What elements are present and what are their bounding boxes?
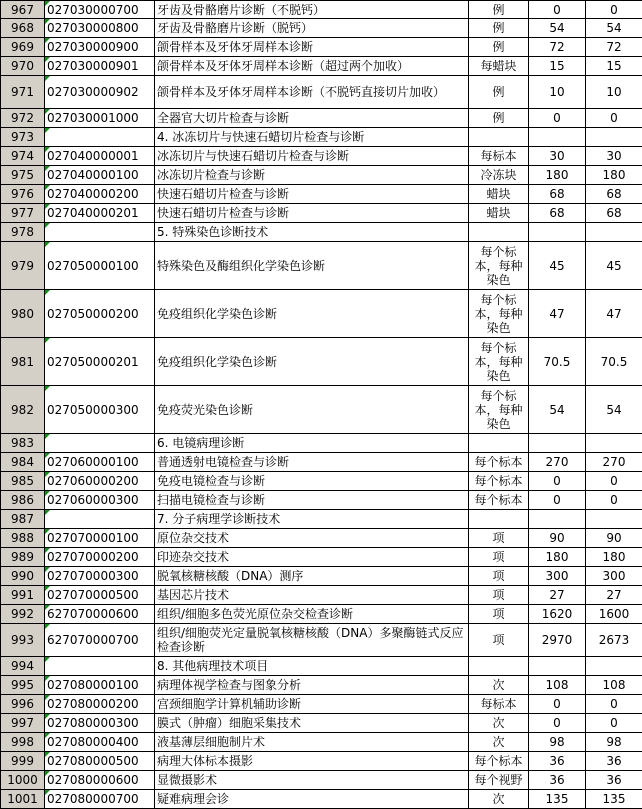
table-row xyxy=(1,733,642,752)
code-cell[interactable]: 027080000300 xyxy=(45,714,155,733)
unit-cell[interactable]: 项 xyxy=(469,605,529,624)
price-cell[interactable]: 0 xyxy=(529,109,586,128)
item-name-cell[interactable]: 病理大体标本摄影 xyxy=(155,752,469,771)
unit-cell[interactable]: 蜡块 xyxy=(469,185,529,204)
price-cell-2[interactable]: 0 xyxy=(586,714,642,733)
price-cell[interactable]: 47 xyxy=(529,290,586,338)
item-name-cell[interactable]: 颌骨样本及牙体牙周样本诊断 xyxy=(155,38,469,57)
unit-cell[interactable] xyxy=(469,223,529,242)
price-cell-2[interactable]: 72 xyxy=(586,38,642,57)
code-cell[interactable]: 027030000900 xyxy=(45,38,155,57)
unit-cell[interactable]: 每标本 xyxy=(469,695,529,714)
row-number[interactable]: 989 xyxy=(1,548,45,567)
row-number[interactable]: 970 xyxy=(1,57,45,76)
row-number[interactable]: 1000 xyxy=(1,771,45,790)
unit-cell[interactable] xyxy=(469,434,529,453)
price-cell-2[interactable]: 30 xyxy=(586,147,642,166)
row-number[interactable]: 994 xyxy=(1,657,45,676)
price-cell[interactable]: 0 xyxy=(529,472,586,491)
unit-cell[interactable]: 每个标本 xyxy=(469,472,529,491)
price-cell[interactable]: 98 xyxy=(529,733,586,752)
price-cell-2[interactable] xyxy=(586,657,642,676)
table-row xyxy=(1,242,642,290)
item-name-cell[interactable]: 显微摄影术 xyxy=(155,771,469,790)
unit-cell[interactable]: 次 xyxy=(469,790,529,809)
price-cell-2[interactable]: 90 xyxy=(586,529,642,548)
unit-cell[interactable]: 项 xyxy=(469,586,529,605)
code-cell[interactable]: 027030000800 xyxy=(45,19,155,38)
row-number[interactable]: 984 xyxy=(1,453,45,472)
price-cell[interactable]: 270 xyxy=(529,453,586,472)
code-cell[interactable]: 027070000200 xyxy=(45,548,155,567)
table-row xyxy=(1,491,642,510)
price-cell[interactable]: 68 xyxy=(529,204,586,223)
table-row xyxy=(1,76,642,109)
section-row xyxy=(1,223,642,242)
section-row xyxy=(1,128,642,147)
table-row xyxy=(1,290,642,338)
item-name-cell[interactable]: 病理体视学检查与图象分析 xyxy=(155,676,469,695)
unit-cell[interactable]: 项 xyxy=(469,529,529,548)
code-cell[interactable]: 027040000100 xyxy=(45,166,155,185)
table-row xyxy=(1,386,642,434)
code-cell[interactable] xyxy=(45,510,155,529)
row-number[interactable]: 980 xyxy=(1,290,45,338)
row-number[interactable]: 993 xyxy=(1,624,45,657)
unit-cell[interactable]: 例 xyxy=(469,1,529,19)
code-cell[interactable]: 027080000100 xyxy=(45,676,155,695)
section-title[interactable]: 7. 分子病理学诊断技术 xyxy=(155,510,469,529)
price-cell[interactable] xyxy=(529,510,586,529)
unit-cell[interactable]: 每个标本 xyxy=(469,491,529,510)
code-cell[interactable]: 027030001000 xyxy=(45,109,155,128)
table-row xyxy=(1,185,642,204)
row-number[interactable]: 972 xyxy=(1,109,45,128)
price-cell-2[interactable]: 10 xyxy=(586,76,642,109)
unit-cell[interactable]: 每个标本，每种染色 xyxy=(469,290,529,338)
code-cell[interactable] xyxy=(45,223,155,242)
code-cell[interactable]: 027050000201 xyxy=(45,338,155,386)
price-cell[interactable]: 30 xyxy=(529,147,586,166)
code-cell[interactable]: 027030000901 xyxy=(45,57,155,76)
price-cell[interactable]: 45 xyxy=(529,242,586,290)
price-cell-2[interactable]: 27 xyxy=(586,586,642,605)
code-cell[interactable]: 027050000200 xyxy=(45,290,155,338)
unit-cell[interactable]: 冷冻块 xyxy=(469,166,529,185)
unit-cell[interactable]: 项 xyxy=(469,624,529,657)
row-number[interactable]: 976 xyxy=(1,185,45,204)
unit-cell[interactable]: 项 xyxy=(469,548,529,567)
item-name-cell[interactable]: 扫描电镜检查与诊断 xyxy=(155,491,469,510)
price-cell-2[interactable]: 15 xyxy=(586,57,642,76)
row-number[interactable]: 983 xyxy=(1,434,45,453)
table-row xyxy=(1,771,642,790)
price-cell-2[interactable]: 36 xyxy=(586,752,642,771)
unit-cell[interactable]: 项 xyxy=(469,567,529,586)
price-cell-2[interactable] xyxy=(586,223,642,242)
code-cell[interactable]: 027040000001 xyxy=(45,147,155,166)
item-name-cell[interactable]: 组织/细胞荧光定量脱氧核糖核酸（DNA）多聚酶链式反应检查诊断 xyxy=(155,624,469,657)
code-cell[interactable]: 027050000100 xyxy=(45,242,155,290)
price-cell[interactable]: 0 xyxy=(529,714,586,733)
code-cell[interactable]: 027030000700 xyxy=(45,1,155,19)
unit-cell[interactable]: 每个标本，每种染色 xyxy=(469,386,529,434)
table-row xyxy=(1,166,642,185)
item-name-cell[interactable]: 快速石蜡切片检查与诊断 xyxy=(155,185,469,204)
unit-cell[interactable]: 例 xyxy=(469,109,529,128)
row-number[interactable]: 996 xyxy=(1,695,45,714)
price-cell-2[interactable]: 0 xyxy=(586,109,642,128)
price-cell-2[interactable]: 180 xyxy=(586,548,642,567)
row-number[interactable]: 987 xyxy=(1,510,45,529)
item-name-cell[interactable]: 牙齿及骨骼磨片诊断（脱钙） xyxy=(155,19,469,38)
code-cell[interactable]: 027070000500 xyxy=(45,586,155,605)
item-name-cell[interactable]: 免疫组织化学染色诊断 xyxy=(155,290,469,338)
price-cell[interactable]: 300 xyxy=(529,567,586,586)
table-row xyxy=(1,567,642,586)
price-cell[interactable]: 36 xyxy=(529,752,586,771)
price-cell-2[interactable]: 68 xyxy=(586,204,642,223)
unit-cell[interactable]: 次 xyxy=(469,733,529,752)
code-cell[interactable]: 027080000400 xyxy=(45,733,155,752)
item-name-cell[interactable]: 牙齿及骨骼磨片诊断（不脱钙） xyxy=(155,1,469,19)
section-title[interactable]: 5. 特殊染色诊断技术 xyxy=(155,223,469,242)
price-cell-2[interactable]: 135 xyxy=(586,790,642,809)
code-cell[interactable]: 027060000200 xyxy=(45,472,155,491)
table-row xyxy=(1,204,642,223)
price-cell[interactable]: 108 xyxy=(529,676,586,695)
row-number[interactable]: 979 xyxy=(1,242,45,290)
price-cell[interactable]: 54 xyxy=(529,386,586,434)
price-cell[interactable] xyxy=(529,223,586,242)
price-cell-2[interactable]: 68 xyxy=(586,185,642,204)
section-row xyxy=(1,657,642,676)
price-cell-2[interactable]: 47 xyxy=(586,290,642,338)
code-cell[interactable]: 027070000100 xyxy=(45,529,155,548)
code-cell[interactable]: 027080000500 xyxy=(45,752,155,771)
price-cell[interactable]: 90 xyxy=(529,529,586,548)
price-cell-2[interactable]: 0 xyxy=(586,695,642,714)
table-row xyxy=(1,57,642,76)
unit-cell[interactable]: 每个视野 xyxy=(469,771,529,790)
row-number[interactable]: 990 xyxy=(1,567,45,586)
price-cell[interactable]: 2970 xyxy=(529,624,586,657)
price-cell[interactable]: 180 xyxy=(529,166,586,185)
row-number[interactable]: 971 xyxy=(1,76,45,109)
row-number[interactable]: 977 xyxy=(1,204,45,223)
row-number[interactable]: 988 xyxy=(1,529,45,548)
row-number[interactable]: 985 xyxy=(1,472,45,491)
row-number[interactable]: 992 xyxy=(1,605,45,624)
price-cell-2[interactable]: 0 xyxy=(586,472,642,491)
code-cell[interactable]: 027080000600 xyxy=(45,771,155,790)
row-number[interactable]: 998 xyxy=(1,733,45,752)
item-name-cell[interactable]: 冰冻切片与快速石蜡切片检查与诊断 xyxy=(155,147,469,166)
table-row xyxy=(1,790,642,809)
price-cell[interactable]: 0 xyxy=(529,491,586,510)
code-cell[interactable]: 027060000100 xyxy=(45,453,155,472)
price-cell[interactable]: 135 xyxy=(529,790,586,809)
unit-cell[interactable]: 每个标本 xyxy=(469,453,529,472)
section-title[interactable]: 6. 电镜病理诊断 xyxy=(155,434,469,453)
item-name-cell[interactable]: 基因芯片技术 xyxy=(155,586,469,605)
table-row xyxy=(1,752,642,771)
price-cell-2[interactable]: 300 xyxy=(586,567,642,586)
section-title[interactable]: 8. 其他病理技术项目 xyxy=(155,657,469,676)
section-row xyxy=(1,434,642,453)
item-name-cell[interactable]: 普通透射电镜检查与诊断 xyxy=(155,453,469,472)
price-cell-2[interactable] xyxy=(586,434,642,453)
unit-cell[interactable]: 次 xyxy=(469,676,529,695)
table-row xyxy=(1,147,642,166)
unit-cell[interactable]: 例 xyxy=(469,19,529,38)
item-name-cell[interactable]: 免疫荧光染色诊断 xyxy=(155,386,469,434)
row-number[interactable]: 981 xyxy=(1,338,45,386)
price-cell-2[interactable]: 270 xyxy=(586,453,642,472)
code-cell[interactable] xyxy=(45,657,155,676)
unit-cell[interactable]: 次 xyxy=(469,714,529,733)
unit-cell[interactable]: 每个标本 xyxy=(469,752,529,771)
price-cell-2[interactable]: 54 xyxy=(586,19,642,38)
item-name-cell[interactable]: 免疫组织化学染色诊断 xyxy=(155,338,469,386)
table-row xyxy=(1,605,642,624)
code-cell[interactable]: 027030000902 xyxy=(45,76,155,109)
code-cell[interactable] xyxy=(45,128,155,147)
code-cell[interactable]: 027080000700 xyxy=(45,790,155,809)
item-name-cell[interactable]: 颌骨样本及牙体牙周样本诊断（超过两个加收） xyxy=(155,57,469,76)
row-number[interactable]: 999 xyxy=(1,752,45,771)
price-cell-2[interactable]: 2673 xyxy=(586,624,642,657)
row-number[interactable]: 982 xyxy=(1,386,45,434)
unit-cell[interactable]: 每蜡块 xyxy=(469,57,529,76)
table-body xyxy=(1,1,642,809)
row-number[interactable]: 969 xyxy=(1,38,45,57)
table-row xyxy=(1,472,642,491)
row-number[interactable]: 995 xyxy=(1,676,45,695)
table-row xyxy=(1,529,642,548)
section-row xyxy=(1,510,642,529)
row-number[interactable]: 968 xyxy=(1,19,45,38)
price-cell[interactable]: 1620 xyxy=(529,605,586,624)
table-row xyxy=(1,714,642,733)
item-name-cell[interactable]: 快速石蜡切片检查与诊断 xyxy=(155,204,469,223)
price-cell-2[interactable]: 1600 xyxy=(586,605,642,624)
code-cell[interactable]: 027070000300 xyxy=(45,567,155,586)
table-row xyxy=(1,19,642,38)
unit-cell[interactable] xyxy=(469,657,529,676)
table-row xyxy=(1,548,642,567)
price-cell[interactable] xyxy=(529,657,586,676)
price-cell[interactable]: 27 xyxy=(529,586,586,605)
price-cell-2[interactable]: 70.5 xyxy=(586,338,642,386)
price-cell[interactable]: 10 xyxy=(529,76,586,109)
item-name-cell[interactable]: 组织/细胞多色荧光原位杂交检查诊断 xyxy=(155,605,469,624)
code-cell[interactable]: 027050000300 xyxy=(45,386,155,434)
item-name-cell[interactable]: 宫颈细胞学计算机辅助诊断 xyxy=(155,695,469,714)
price-cell[interactable]: 70.5 xyxy=(529,338,586,386)
item-name-cell[interactable]: 印迹杂交技术 xyxy=(155,548,469,567)
code-cell[interactable]: 027080000200 xyxy=(45,695,155,714)
item-name-cell[interactable]: 膜式（肿瘤）细胞采集技术 xyxy=(155,714,469,733)
price-cell-2[interactable]: 108 xyxy=(586,676,642,695)
unit-cell[interactable]: 每个标本，每种染色 xyxy=(469,338,529,386)
row-number[interactable]: 974 xyxy=(1,147,45,166)
table-row xyxy=(1,453,642,472)
unit-cell[interactable]: 每标本 xyxy=(469,147,529,166)
unit-cell[interactable] xyxy=(469,128,529,147)
row-number[interactable]: 978 xyxy=(1,223,45,242)
unit-cell[interactable]: 例 xyxy=(469,38,529,57)
table-row xyxy=(1,586,642,605)
price-cell-2[interactable]: 45 xyxy=(586,242,642,290)
price-cell[interactable]: 0 xyxy=(529,695,586,714)
code-cell[interactable]: 027040000200 xyxy=(45,185,155,204)
table-row xyxy=(1,624,642,657)
unit-cell[interactable] xyxy=(469,510,529,529)
price-cell[interactable]: 72 xyxy=(529,38,586,57)
row-number[interactable]: 991 xyxy=(1,586,45,605)
price-cell-2[interactable]: 54 xyxy=(586,386,642,434)
row-number[interactable]: 967 xyxy=(1,1,45,19)
table-row xyxy=(1,338,642,386)
item-name-cell[interactable]: 疑难病理会诊 xyxy=(155,790,469,809)
price-cell[interactable]: 180 xyxy=(529,548,586,567)
section-title[interactable]: 4. 冰冻切片与快速石蜡切片检查与诊断 xyxy=(155,128,469,147)
table-row xyxy=(1,1,642,19)
item-name-cell[interactable]: 特殊染色及酶组织化学染色诊断 xyxy=(155,242,469,290)
item-name-cell[interactable]: 原位杂交技术 xyxy=(155,529,469,548)
unit-cell[interactable]: 例 xyxy=(469,76,529,109)
price-cell[interactable]: 15 xyxy=(529,57,586,76)
table-row xyxy=(1,676,642,695)
price-cell[interactable]: 36 xyxy=(529,771,586,790)
code-cell[interactable]: 027060000300 xyxy=(45,491,155,510)
item-name-cell[interactable]: 颌骨样本及牙体牙周样本诊断（不脱钙直接切片加收） xyxy=(155,76,469,109)
price-cell-2[interactable]: 180 xyxy=(586,166,642,185)
price-cell-2[interactable]: 0 xyxy=(586,491,642,510)
item-name-cell[interactable]: 全器官大切片检查与诊断 xyxy=(155,109,469,128)
unit-cell[interactable]: 蜡块 xyxy=(469,204,529,223)
price-cell-2[interactable]: 98 xyxy=(586,733,642,752)
row-number[interactable]: 997 xyxy=(1,714,45,733)
price-cell-2[interactable] xyxy=(586,128,642,147)
code-cell[interactable]: 627070000600 xyxy=(45,605,155,624)
row-number[interactable]: 1001 xyxy=(1,790,45,809)
price-cell[interactable]: 68 xyxy=(529,185,586,204)
item-name-cell[interactable]: 液基薄层细胞制片术 xyxy=(155,733,469,752)
item-name-cell[interactable]: 冰冻切片检查与诊断 xyxy=(155,166,469,185)
price-cell[interactable] xyxy=(529,128,586,147)
item-name-cell[interactable]: 免疫电镜检查与诊断 xyxy=(155,472,469,491)
row-number[interactable]: 973 xyxy=(1,128,45,147)
code-cell[interactable]: 027040000201 xyxy=(45,204,155,223)
code-cell[interactable]: 627070000700 xyxy=(45,624,155,657)
table-row xyxy=(1,695,642,714)
price-cell[interactable]: 54 xyxy=(529,19,586,38)
price-cell-2[interactable] xyxy=(586,510,642,529)
unit-cell[interactable]: 每个标本，每种染色 xyxy=(469,242,529,290)
price-cell-2[interactable]: 0 xyxy=(586,1,642,19)
price-cell[interactable]: 0 xyxy=(529,1,586,19)
row-number[interactable]: 986 xyxy=(1,491,45,510)
code-cell[interactable] xyxy=(45,434,155,453)
price-cell-2[interactable]: 36 xyxy=(586,771,642,790)
row-number[interactable]: 975 xyxy=(1,166,45,185)
table-row xyxy=(1,109,642,128)
table-row xyxy=(1,38,642,57)
price-cell[interactable] xyxy=(529,434,586,453)
item-name-cell[interactable]: 脱氧核糖核酸（DNA）测序 xyxy=(155,567,469,586)
